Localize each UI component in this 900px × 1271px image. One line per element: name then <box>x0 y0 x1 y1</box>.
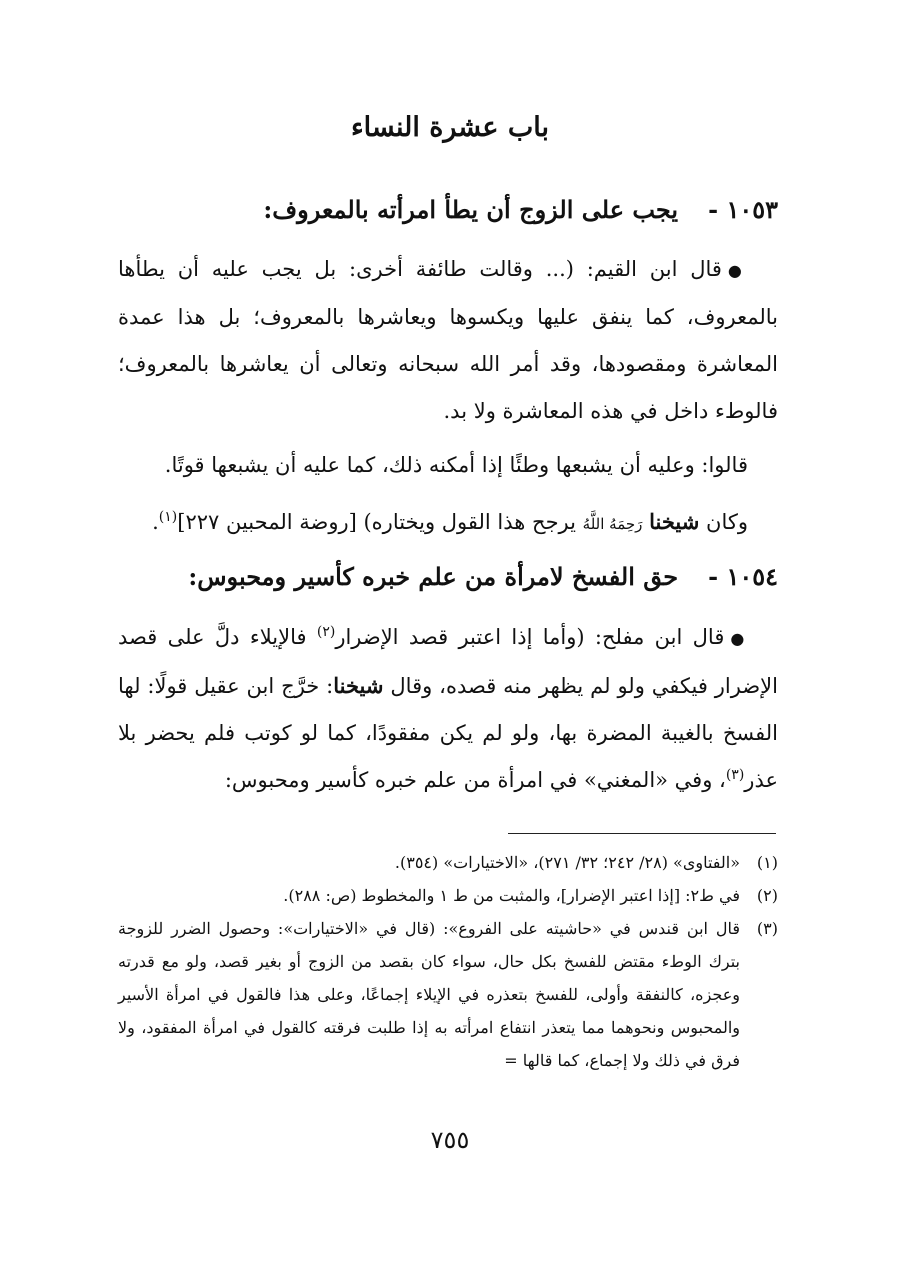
footnote-ref-3: (٣) <box>725 767 745 783</box>
footnote-text: قال ابن قندس في «حاشيته على الفروع»: (قال في «الاختيارات»: وحصول الضرر للزوجة بترك الوطء مقتض للفسخ بكل حال، سواء كان بقصد من الزوج أو بغير قصد، ولو مع قدرته وعجزه، كالنفقة وأولى، للفسخ بتعذره في الإيلاء إجماعًا، وعلى هذا فالقول في امرأة الأسير والمحبوس ونحوهما مما يتعذر انتفاع امرأته به إذا طلبت فرقته كالقول في امرأة المفقود، ولا فرق في ذلك ولا إجماع، كما قالها = <box>118 919 740 1070</box>
footnote-number: (١) <box>756 853 778 872</box>
footnote-ref-1: (١) <box>158 509 178 525</box>
section-title: حق الفسخ لامرأة من علم خبره كأسير ومحبوس: <box>188 562 679 591</box>
paragraph-ibn-alqayyim: ●قال ابن القيم: (... وقالت طائفة أخرى: بل يجب عليه أن يطأها بالمعروف، كما ينفق عليها ويكسوها ويعاشرها بالمعروف؛ بل هذا عمدة المعاشرة ومقصودها، وقد أمر الله سبحانه وتعالى أن يعاشرها بالمعروف؛ فالوطء داخل في هذه المعاشرة ولا بد. <box>118 257 778 423</box>
honorific: رَحِمَهُ اللَّهُ <box>582 515 643 533</box>
section-heading-1053 <box>263 195 778 224</box>
section-number: ١٠٥٤ - <box>708 562 778 591</box>
shaykh-name: شيخنا <box>333 673 384 698</box>
footnote-ref-2: (٢) <box>316 624 336 640</box>
chapter-title: باب عشرة النساء <box>350 112 550 143</box>
shaykh-name: شيخنا <box>649 509 700 534</box>
footnote <box>118 879 778 912</box>
paragraph-shaykhuna: وكان شيخنا رَحِمَهُ اللَّهُ يرجح هذا القول ويختاره) [روضة المحبين ٢٢٧]$^{(١)}$. <box>152 509 748 534</box>
footnote-number: (٢) <box>756 886 778 905</box>
paragraph-ibn-muflih: ●قال ابن مفلح: (وأما إذا اعتبر قصد الإضرار$^{(٢)}$ فالإيلاء دلَّ على قصد الإضرار فيكفي ولو لم يظهر منه قصده، وقال شيخنا: خرَّج ابن عقيل قولًا: لها الفسخ بالغيبة المضرة بها، ولو لم يكن مفقودًا، كما لو كوتب فلم يحضر بلا عذر$^{(٣)}$، وفي «المغني» في امرأة من علم خبره كأسير ومحبوس: <box>118 624 778 792</box>
footnote-divider <box>508 833 776 834</box>
paragraph-qalu: قالوا: وعليه أن يشبعها وطئًا إذا أمكنه ذلك، كما عليه أن يشبعها قوتًا. <box>164 453 748 477</box>
bullet-icon: ● <box>730 629 748 648</box>
footnote <box>118 846 778 879</box>
page-number: ٧٥٥ <box>430 1126 470 1154</box>
footnote-text: في ط٢: [إذا اعتبر الإضرار]، والمثبت من ط ١ والمخطوط (ص: ٢٨٨). <box>283 886 740 905</box>
section-heading-1054 <box>188 562 778 591</box>
section-title: يجب على الزوج أن يطأ امرأته بالمعروف: <box>263 195 679 224</box>
footnote-number: (٣) <box>756 919 778 938</box>
footnote-text: «الفتاوى» (٢٨/ ٢٤٢؛ ٣٢/ ٢٧١)، «الاختيارات» (٣٥٤). <box>394 853 740 872</box>
footnote <box>118 912 778 1077</box>
bullet-icon: ● <box>727 261 748 280</box>
section-number: ١٠٥٣ - <box>708 195 778 224</box>
footnotes <box>118 846 778 1077</box>
